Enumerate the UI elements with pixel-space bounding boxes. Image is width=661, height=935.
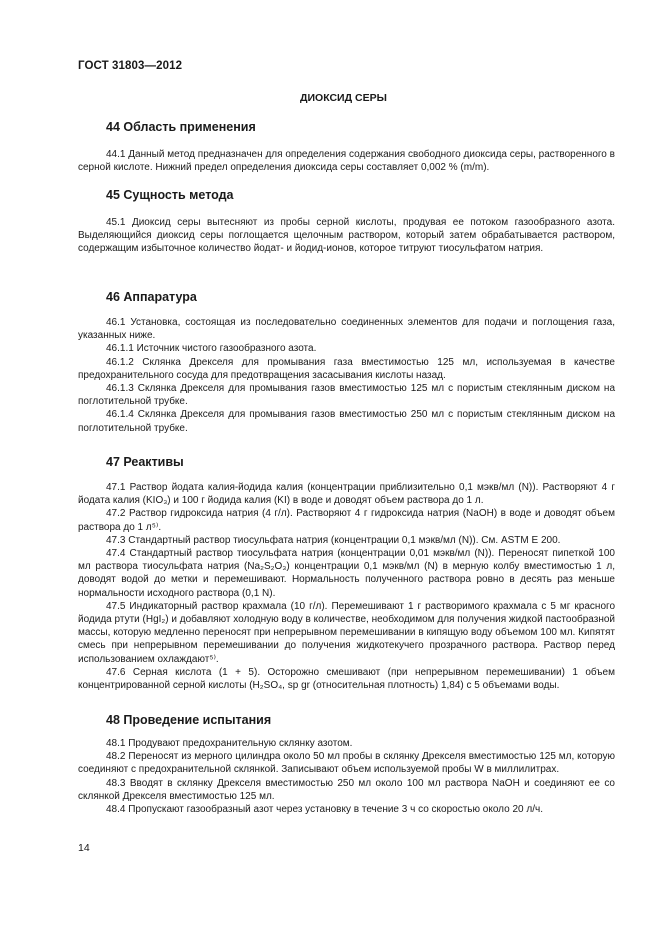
section-47 (78, 455, 615, 692)
section-heading: 45 Сущность метода (106, 188, 234, 202)
paragraph: 46.1.2 Склянка Дрекселя для промывания газа вместимостью 125 мл, используемая в качестве предохранительного сосуда для предотвращения засасывания кислоты назад. (78, 356, 615, 381)
paragraph: 47.4 Стандартный раствор тиосульфата натрия (концентрации 0,01 мэкв/мл (N)). Переносят пипеткой 100 мл раствора тиосульфата натрия (Na₂S₂O₃) концентрации 0,1 мэкв/мл (N) в мерную колбу вместимостью 1 л, доводят водой до метки и перемешивают. Нормальность полученного раствора ровно в десять раз меньше нормальности исходного раствора (0,1 N). (78, 548, 615, 599)
section-heading: 48 Проведение испытания (106, 713, 272, 727)
page-number: 14 (78, 842, 90, 854)
paragraph: 46.1 Установка, состоящая из последовательно соединенных элементов для подачи и поглощения газа, указанных ниже. (78, 317, 615, 342)
chapter-title: ДИОКСИД СЕРЫ (300, 92, 387, 104)
paragraph: 47.6 Серная кислота (1 + 5). Осторожно смешивают (при непрерывном перемешивании) 1 объем концентрированной серной кислоты (H₂SO₄, sp gr (относительная плотность) 1,84) с 5 объемами воды. (78, 666, 615, 692)
paragraph: 47.2 Раствор гидроксида натрия (4 г/л). Растворяют 4 г гидроксида натрия (NaOH) в воде и доводят объем раствора до 1 л⁵⁾. (78, 508, 615, 533)
paragraph: 46.1.3 Склянка Дрекселя для промывания газов вместимостью 125 мл с пористым стеклянным диском на поглотительной трубке. (78, 383, 615, 408)
paragraph: 47.3 Стандартный раствор тиосульфата натрия (концентрации 0,1 мэкв/мл (N)). См. ASTM E 200. (106, 534, 561, 546)
section-46 (78, 290, 615, 435)
section-heading: 44 Область применения (106, 120, 256, 134)
section-heading: 46 Аппаратура (106, 290, 197, 304)
paragraph: 47.5 Индикаторный раствор крахмала (10 г/л). Перемешивают 1 г растворимого крахмала с 5 мг красного йодида ртути (HgI₂) и добавляют холодную воду в количестве, необходимом для получения жидкой пастообразной массы, которую медленно переносят при непрерывном перемешивании в кипящую воду объемом 100 мл. Кипятят смесь при непрерывном перемешивании до получения жидкотекучего прозрачного раствора. Раствор перед использованием охлаждают⁵⁾. (78, 600, 615, 665)
section-44 (78, 120, 615, 174)
paragraph: 48.1 Продувают предохранительную склянку азотом. (106, 738, 353, 749)
paragraph: 48.2 Переносят из мерного цилиндра около 50 мл пробы в склянку Дрекселя вместимостью 125 мл, которую соединяют с предохранительной склянкой. Записывают объем используемой пробы W в миллилитрах. (78, 751, 615, 776)
paragraph: 45.1 Диоксид серы вытесняют из пробы серной кислоты, продувая ее потоком газообразного азота. Выделяющийся диоксид серы поглощается щелочным раствором, который затем обрабатывается раствором, содержащим избыточное количество йодат- и йодид-ионов, которое титруют тиосульфатом натрия. (78, 217, 615, 255)
paragraph: 48.3 Вводят в склянку Дрекселя вместимостью 250 мл около 100 мл раствора NaOH и соединяют ее со склянкой Дрекселя вместимостью 125 мл. (78, 777, 615, 802)
section-45 (78, 188, 615, 256)
document-code: ГОСТ 31803—2012 (78, 60, 183, 72)
paragraph: 47.1 Раствор йодата калия-йодида калия (концентрации приблизительно 0,1 мэкв/мл (N)). Растворяют 4 г йодата калия (KIO₃) и 100 г йодида калия (KI) в воде и доводят объем раствора до 1 л. (78, 482, 615, 507)
section-48 (78, 713, 615, 816)
paragraph: 46.1.1 Источник чистого газообразного азота. (106, 343, 317, 355)
paragraph: 46.1.4 Склянка Дрекселя для промывания газов вместимостью 250 мл с пористым стеклянным диском на поглотительной трубке. (78, 409, 615, 434)
paragraph: 44.1 Данный метод предназначен для определения содержания свободного диоксида серы, растворенного в серной кислоте. Нижний предел определения диоксида серы составляет 0,002 % (m/m). (78, 149, 615, 174)
paragraph: 48.4 Пропускают газообразный азот через установку в течение 3 ч со скоростью около 20 л/ч. (106, 804, 543, 816)
section-heading: 47 Реактивы (106, 455, 184, 469)
